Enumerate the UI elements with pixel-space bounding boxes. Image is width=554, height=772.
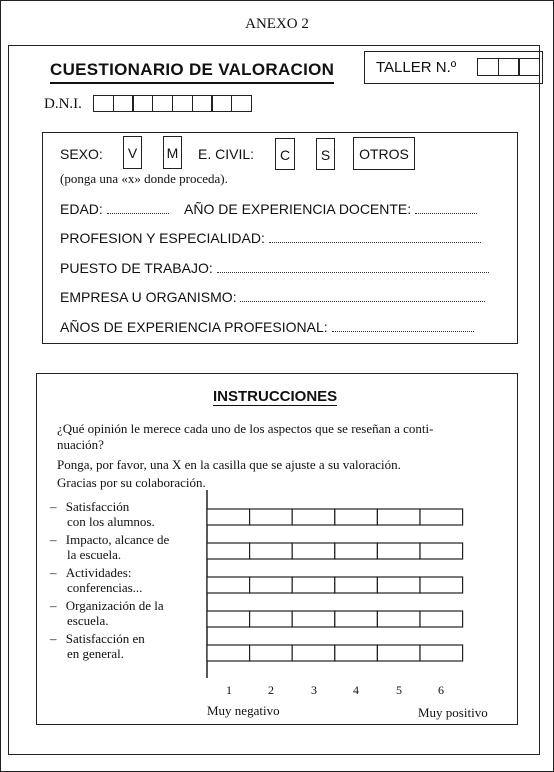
- rating-item-line2: conferencias...: [67, 580, 143, 595]
- rating-cell[interactable]: [420, 645, 463, 661]
- scale-high-label: Muy positivo: [418, 705, 488, 720]
- instructions-line2: Ponga, por favor, una X en la casilla que se ajuste a su valoración.: [57, 457, 401, 472]
- taller-cell[interactable]: [498, 58, 520, 76]
- instructions-question-line1: ¿Qué opinión le merece cada uno de los aspectos que se reseñan a conti-: [57, 421, 434, 436]
- taller-label: TALLER N.º: [376, 59, 457, 76]
- profesion-field: [60, 230, 481, 246]
- empresa-label: EMPRESA U ORGANISMO:: [60, 289, 237, 305]
- dni-cell[interactable]: [113, 95, 134, 112]
- rating-cell[interactable]: [250, 611, 293, 627]
- scale-number: 5: [396, 683, 402, 697]
- empresa-field: [60, 289, 485, 305]
- rating-cell[interactable]: [250, 645, 293, 661]
- rating-cell[interactable]: [335, 611, 378, 627]
- sexo-label: SEXO:: [60, 146, 103, 162]
- empresa-input-line[interactable]: [240, 289, 485, 302]
- rating-cell[interactable]: [335, 543, 378, 559]
- rating-cell[interactable]: [250, 577, 293, 593]
- rating-item-line1: Satisfacción: [65, 499, 130, 514]
- rating-cell[interactable]: [250, 509, 293, 525]
- rating-item-line2: escuela.: [67, 613, 109, 628]
- rating-cell[interactable]: [207, 543, 250, 559]
- experiencia-docente-input-line[interactable]: [415, 201, 477, 214]
- instructions-text: [57, 421, 501, 491]
- rating-cell[interactable]: [335, 509, 378, 525]
- instructions-question-line2: nuación?: [57, 437, 104, 452]
- experiencia-profesional-field: [60, 319, 474, 335]
- dni-cell[interactable]: [172, 95, 193, 112]
- scale-number: 6: [438, 683, 444, 697]
- sexo-option-v[interactable]: V: [123, 136, 142, 169]
- taller-cell[interactable]: [518, 58, 540, 76]
- instructions-title: INSTRUCCIONES: [213, 388, 338, 405]
- edad-field: [60, 201, 169, 217]
- rating-grid: [200, 488, 470, 683]
- selection-hint: (ponga una «x» donde proceda).: [60, 171, 228, 186]
- civil-option-s[interactable]: S: [316, 138, 335, 170]
- rating-item-line2: la escuela.: [67, 547, 122, 562]
- rating-cell[interactable]: [292, 543, 335, 559]
- rating-cell[interactable]: [207, 509, 250, 525]
- rating-item: – Satisfacción en en general.: [50, 631, 145, 661]
- rating-cell[interactable]: [207, 645, 250, 661]
- taller-number-cells: [477, 58, 540, 76]
- rating-item-line1: Actividades:: [65, 565, 132, 580]
- taller-cell[interactable]: [477, 58, 499, 76]
- rating-cell[interactable]: [292, 509, 335, 525]
- rating-cell[interactable]: [420, 509, 463, 525]
- scale-number: 3: [311, 683, 317, 697]
- dni-cell[interactable]: [132, 95, 153, 112]
- civil-option-c[interactable]: C: [275, 138, 295, 170]
- dni-cell[interactable]: [211, 95, 232, 112]
- dni-cell[interactable]: [93, 95, 114, 112]
- scale-low-label: Muy negativo: [207, 703, 280, 718]
- rating-cell[interactable]: [292, 577, 335, 593]
- rating-cell[interactable]: [377, 543, 420, 559]
- experiencia-docente-field: [184, 201, 477, 217]
- rating-cell[interactable]: [250, 543, 293, 559]
- rating-cell[interactable]: [335, 577, 378, 593]
- civil-option-otros[interactable]: OTROS: [353, 137, 415, 170]
- rating-item: – Satisfacción con los alumnos.: [50, 499, 155, 529]
- dni-label: D.N.I.: [44, 96, 82, 112]
- rating-cell[interactable]: [377, 611, 420, 627]
- rating-cell[interactable]: [420, 577, 463, 593]
- puesto-label: PUESTO DE TRABAJO:: [60, 260, 213, 276]
- rating-cell[interactable]: [377, 509, 420, 525]
- rating-item-line1: Satisfacción en: [65, 631, 145, 646]
- scale-number: 2: [268, 683, 274, 697]
- scale-number: 1: [226, 683, 232, 697]
- instructions-line3: Gracias por su colaboración.: [57, 475, 206, 490]
- rating-item-line1: Impacto, alcance de: [65, 532, 170, 547]
- edad-label: EDAD:: [60, 201, 103, 217]
- dni-cell[interactable]: [231, 95, 252, 112]
- rating-item: – Organización de la escuela.: [50, 598, 164, 628]
- rating-cell[interactable]: [420, 543, 463, 559]
- rating-cell[interactable]: [292, 611, 335, 627]
- puesto-field: [60, 260, 489, 276]
- sexo-option-m[interactable]: M: [163, 136, 182, 169]
- rating-cell[interactable]: [420, 611, 463, 627]
- rating-item: – Impacto, alcance de la escuela.: [50, 532, 170, 562]
- experiencia-profesional-input-line[interactable]: [332, 319, 474, 332]
- form-title: CUESTIONARIO DE VALORACION: [50, 60, 334, 84]
- puesto-input-line[interactable]: [217, 260, 489, 273]
- profesion-input-line[interactable]: [269, 230, 481, 243]
- experiencia-docente-label: AÑO DE EXPERIENCIA DOCENTE:: [184, 201, 412, 217]
- dni-cell[interactable]: [152, 95, 173, 112]
- scale-number: 4: [353, 683, 359, 697]
- edad-input-line[interactable]: [107, 201, 169, 214]
- annex-heading: ANEXO 2: [245, 16, 309, 32]
- rating-cell[interactable]: [207, 611, 250, 627]
- rating-item-line1: Organización de la: [65, 598, 164, 613]
- experiencia-profesional-label: AÑOS DE EXPERIENCIA PROFESIONAL:: [60, 319, 328, 335]
- rating-cell[interactable]: [377, 645, 420, 661]
- profesion-label: PROFESION Y ESPECIALIDAD:: [60, 230, 265, 246]
- rating-item-line2: en general.: [67, 646, 125, 661]
- rating-cell[interactable]: [377, 577, 420, 593]
- civil-label: E. CIVIL:: [198, 146, 255, 162]
- rating-item-line2: con los alumnos.: [67, 514, 155, 529]
- rating-cell[interactable]: [335, 645, 378, 661]
- rating-item: – Actividades: conferencias...: [50, 565, 143, 595]
- rating-cell[interactable]: [207, 577, 250, 593]
- dni-cell[interactable]: [192, 95, 213, 112]
- dni-cells: [93, 95, 252, 112]
- rating-cell[interactable]: [292, 645, 335, 661]
- rating-rows: [207, 509, 463, 661]
